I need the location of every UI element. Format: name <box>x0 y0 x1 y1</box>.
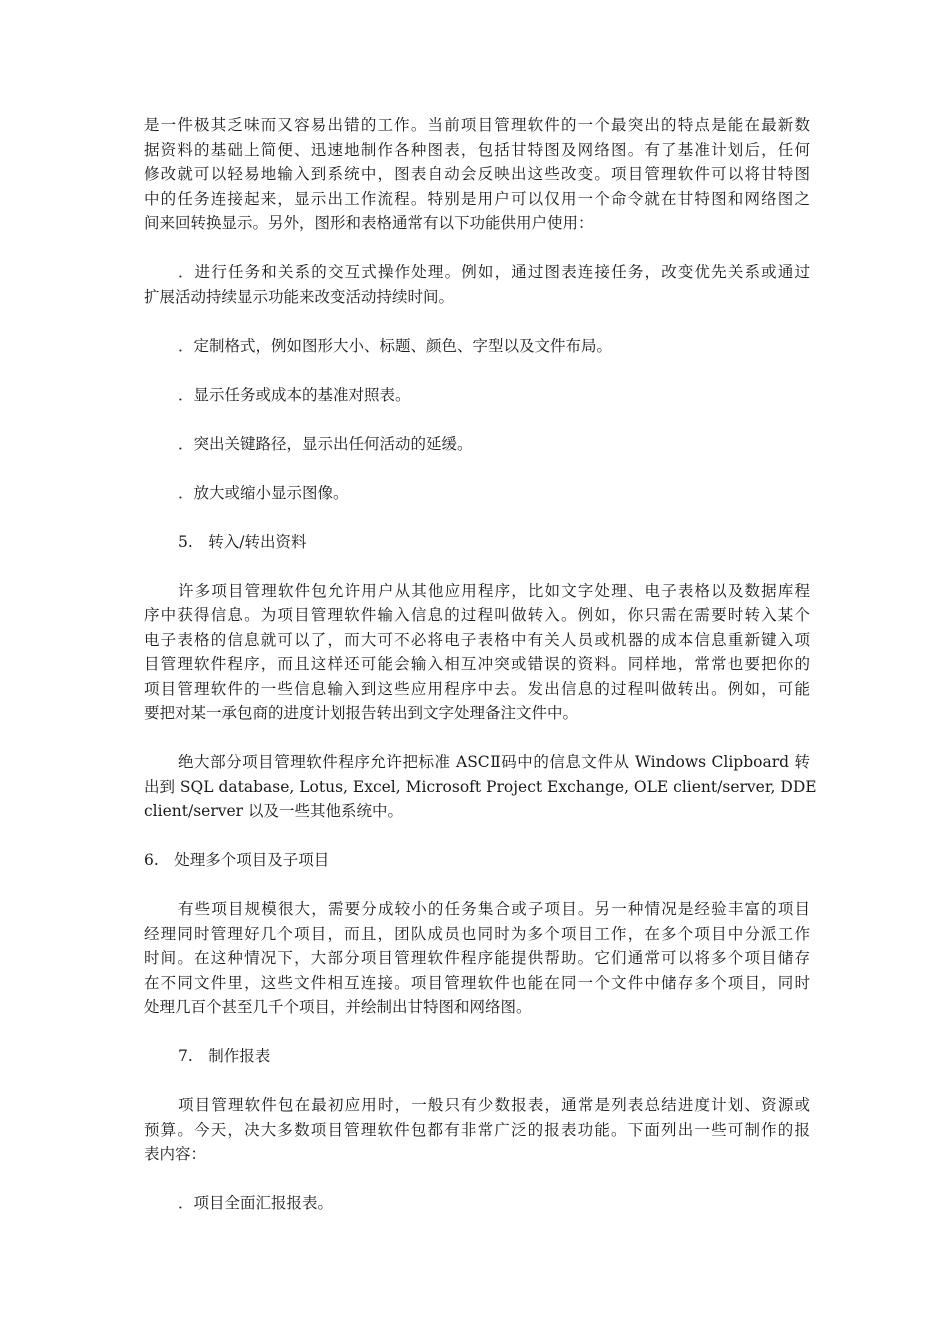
text-line: 许多项目管理软件包允许用户从其他应用程序，比如文字处理、电子表格以及数据库程 <box>178 581 810 600</box>
paragraph-gap <box>144 824 810 849</box>
paragraph-gap <box>144 456 810 481</box>
text-line: 序中获得信息。为项目管理软件输入信息的过程叫做转入。例如，你只需在需要时转入某个 <box>144 606 810 624</box>
text-line: 经理同时管理好几个项目，而且，团队成员也同时为多个项目工作，在多个项目中分派工作 <box>144 924 810 943</box>
text-line: 绝大部分项目管理软件程序允许把标准 ASCⅡ码中的信息文件从 Windows Clipboard 转 <box>178 753 810 771</box>
paragraph-gap <box>144 236 810 261</box>
text-line: 出到 SQL database, Lotus, Excel, Microsoft Project Exchange, OLE client/server, DDE <box>144 777 817 796</box>
text-line: 扩展活动持续显示功能来改变活动持续时间。 <box>144 287 455 306</box>
text-line: 修改就可以轻易地输入到系统中，图表自动会反映出这些改变。项目管理软件可以将甘特图 <box>144 165 810 183</box>
paragraph-charts-intro <box>144 113 810 236</box>
section-heading-7: 7. 制作报表 <box>178 1047 271 1065</box>
text-line: 中的任务连接起来，显示出工作流程。特别是用户可以仅用一个命令就在甘特图和网络图之 <box>144 189 810 208</box>
text-line: 是一件极其乏味而又容易出错的工作。当前项目管理软件的一个最突出的特点是能在最新数 <box>144 116 810 134</box>
text-line: 间来回转换显示。另外，图形和表格通常有以下功能供用户使用： <box>144 214 594 232</box>
text-line: 要把对某一承包商的进度计划报告转出到文字处理备注文件中。 <box>144 704 579 722</box>
text-line: 据资料的基础上简便、迅速地制作各种图表，包括甘特图及网络图。有了基准计划后，任何 <box>144 140 810 159</box>
document-page <box>144 113 817 1216</box>
paragraph-reports <box>144 1093 810 1167</box>
text-line: 有些项目规模很大，需要分成较小的任务集合或子项目。另一种情况是经验丰富的项目 <box>178 900 810 918</box>
paragraph-import-export <box>144 579 810 726</box>
paragraph-ascii-transfer <box>144 750 817 824</box>
paragraph-gap <box>144 358 810 383</box>
paragraph-gap <box>144 554 810 579</box>
bullet-zoom: ．放大或缩小显示图像。 <box>178 483 349 502</box>
paragraph-gap <box>144 407 810 432</box>
text-line: 时间。在这种情况下，大部分项目管理软件程序能提供帮助。它们通常可以将多个项目储存 <box>144 949 810 967</box>
bullet-critical-path: ．突出关键路径，显示出任何活动的延缓。 <box>178 434 473 453</box>
text-line: 处理几百个甚至几千个项目，并绘制出甘特图和网络图。 <box>144 998 532 1016</box>
text-line: 电子表格的信息就可以了，而大可不必将电子表格中有关人员或机器的成本信息重新键入项 <box>144 630 810 649</box>
text-line: 表内容： <box>144 1145 207 1163</box>
paragraph-gap <box>144 1020 810 1045</box>
section-heading-6: 6. 处理多个项目及子项目 <box>144 851 330 869</box>
text-line: 在不同文件里，这些文件相互连接。项目管理软件也能在同一个文件中储存多个项目，同时 <box>144 973 810 992</box>
text-line: 项目管理软件包在最初应用时，一般只有少数报表，通常是列表总结进度计划、资源或 <box>178 1096 810 1114</box>
section-heading-5: 5. 转入/转出资料 <box>178 532 307 551</box>
text-line: 预算。今天，决大多数项目管理软件包都有非常广泛的报表功能。下面列出一些可制作的报 <box>144 1120 810 1139</box>
paragraph-gap <box>144 1167 810 1192</box>
paragraph-gap <box>144 726 810 751</box>
paragraph-gap <box>144 873 810 898</box>
paragraph-gap <box>144 505 810 530</box>
bullet-interactive-processing <box>144 260 810 309</box>
text-line: 项目管理软件的一些信息输入到这些应用程序中去。发出信息的过程叫做转出。例如，可能 <box>144 679 810 698</box>
bullet-baseline-comparison: ．显示任务或成本的基准对照表。 <box>178 385 411 404</box>
paragraph-gap <box>144 1069 810 1094</box>
text-line: ．进行任务和关系的交互式操作处理。例如，通过图表连接任务，改变优先关系或通过 <box>178 263 810 281</box>
bullet-overall-report: ．项目全面汇报报表。 <box>178 1194 334 1212</box>
paragraph-gap <box>144 309 810 334</box>
paragraph-multiple-projects <box>144 897 810 1020</box>
text-line: 目管理软件程序，而且这样还可能会输入相互冲突或错误的资料。同样地，常常也要把你的 <box>144 655 810 673</box>
text-line: client/server 以及一些其他系统中。 <box>144 802 404 820</box>
bullet-custom-format: ．定制格式，例如图形大小、标题、颜色、字型以及文件布局。 <box>178 336 613 355</box>
